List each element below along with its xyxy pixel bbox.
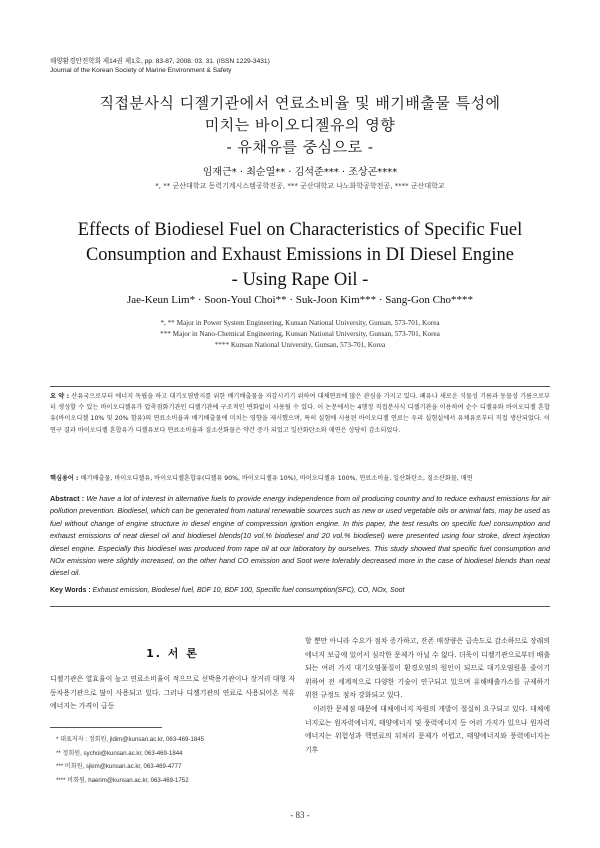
page-number: - 83 - [290,810,310,820]
title-korean-line1: 직접분사식 디젤기관에서 연료소비율 및 배기배출물 특성에 [99,94,501,112]
keywords-korean-text: 배기배출물, 바이오디젤유, 바이오디젤혼합유(디젤유 90%, 바이오디젤유 10%), 바이오디젤유 100%, 연료소비율, 일산화탄소, 질소산화물, 매연 [80,475,473,482]
keywords-english-text: Exhaust emission, Biodiesel fuel, BDF 10, BDF 100, Specific fuel consumption(SFC), CO, NOx, Soot [92,587,405,594]
footnote-3: *** 비회원, sjkim@kunsan.ac.kr, 063-469-4777 [56,763,182,771]
abstract-english-text: We have a lot of interest in alternative fuels to provide energy independence from oil producing country and to reduce exhaust emissions for air pollution prevention. Biodiesel, which can be generated from natural renewable sources such as new or used vegetable oils or animal fats, may be used as fuel without change of engine structure in diesel engine of compression ignition engine. In this paper, the test results on specific fuel consumption and exhaust emissions of neat diesel oil and biodiesel blends(10 vol.% biodiesel and 20 vol.% biodiesel) were presented using four stroke, direct injection diesel engine. Especially this biodiesel was produced from rape oil at our laboratory by ourselves. This study showed that specific fuel consumption and NOx emission were slightly increased, on the other hand CO emission and Soot were tolerably decreased more in the case of biodiesel blends than neat diesel oil. [50,494,550,578]
keywords-english-label: Key Words : [50,587,91,594]
abstract-korean-text: 산유국으로부터 에너지 독립을 하고 대기오염방지를 위한 배기배출물을 저감시키기 위하여 대체연료에 많은 관심을 가지고 있다. 폐유나 새로운 식물성 기름과 동물성 기름으로부터 생성할 수 있는 바이오디젤유가 압축점화기관인 디젤기관에 구조적인 변화없이 사용될 수 있다. 이 논문에서는 4행정 직접분사식 디젤기관을 이용하여 순수 디젤유와 바이오디젤 혼합유(바이오디젤 10% 및 20% 함유)의 연료소비율과 배기배출물에 미치는 영향을 제시했으며, 특히 실험에 사용된 바이오디젤 연료는 우리 실험실에서 유채유로부터 직접 생산되었다. 이 연구 결과 바이오디젤 혼합유가 디젤유보다 연료소비율과 질소산화물은 약간 증가 되었고 일산화탄소와 매연은 상당히 감소되었다. [50,393,550,434]
footnote-1: * 대표저자 : 정회원, jldim@kunsan.ac.kr, 063-469-1845 [56,736,204,743]
keywords-korean [50,473,550,482]
footnote-4: **** 비회원, haerim@kunsan.ac.kr, 063-469-1752 [56,776,189,784]
right-paragraph-2: 이러한 문제점 때문에 대체에너지 자원의 개발이 절실히 요구되고 있다. 대체에너지로는 원자력에너지, 태양에너지 및 풍력에너지 등 여러 가지가 있으나 원자력에너지는 위험성과 핵연료의 뒤처리 문제가 어렵고, 태양에너지와 풍력에너지는 기후 [305,704,550,754]
abstract-english-label: Abstract : [50,494,85,503]
title-korean-line2: 미치는 바이오디젤유의 영향 [204,116,396,134]
footnote-2: ** 정회원, sychoi@kunsan.ac.kr, 063-469-1844 [56,749,183,757]
footnote-rule [50,727,162,728]
abstract-korean [50,391,550,436]
title-english-line2: Consumption and Exhaust Emissions in DI Diesel Engine [85,245,515,265]
left-column [50,633,295,714]
journal-header-ko: 해양환경안전학회 제14권 제1호, pp. 83-87, 2008. 03. 31. (ISSN 1229-3431) [50,58,270,65]
affiliation-line2: *** Major in Nano-Chemical Engineering, Kunsan National University, Gunsan, 573-701, Korea [160,330,440,338]
right-paragraph-1: 할 뿐만 아니라 수요가 점차 증가하고, 잔존 매장량은 급속도로 감소하므로 장래의 에너지 보급에 있어서 심각한 문제가 아닐 수 없다. 더욱이 디젤기관으로부터 배출되는 여러 가지 대기오염물질이 환경오염의 원인이 되므로 대기오염원을 줄이기 위하여 전 세계적으로 다양한 기술이 연구되고 있으며 유해배출가스를 규제하기 위한 규정도 점차 강화되고 있다. [305,637,550,700]
journal-header [50,57,270,75]
affiliations-korean: *, ** 군산대학교 동력기계시스템공학전공, *** 군산대학교 나노화학공학전공, **** 군산대학교 [155,182,445,190]
divider-top [50,386,550,387]
affiliations-english [0,318,600,351]
title-english [0,218,600,293]
authors-english: Jae-Keun Lim* · Soon-Youl Choi** · Suk-Joon Kim*** · Sang-Gon Cho**** [127,294,473,306]
right-column [305,635,550,757]
intro-paragraph: 디젤기관은 열효율이 높고 연료소비율이 적으므로 선박용기관이나 장거리 대형 자동차용기관으로 많이 사용되고 있다. 그러나 디젤기관의 연료로 사용되어온 석유에너지는 가격이 급등 [50,675,295,711]
title-korean [0,92,600,158]
title-english-line3: - Using Rape Oil - [231,270,369,290]
authors-korean: 임재근* · 최순열** · 김석준*** · 조상곤**** [202,167,398,178]
affiliation-line1: *, ** Major in Power System Engineering, Kunsan National University, Gunsan, 573-701, Korea [160,319,440,327]
abstract-korean-label: 요 약 : [50,393,70,400]
journal-header-en: Journal of the Korean Society of Marine Environment & Safety [50,67,232,74]
abstract-english [50,493,550,580]
section-heading: 1. 서 론 [146,647,199,660]
footnotes [56,733,204,787]
divider-bottom [50,606,550,607]
title-english-line1: Effects of Biodiesel Fuel on Characteristics of Specific Fuel [77,220,523,240]
keywords-korean-label: 핵심용어 : [50,475,79,482]
title-korean-line3: - 유채유를 중심으로 - [226,138,374,156]
keywords-english [50,587,550,594]
affiliation-line3: **** Kunsan National University, Gunsan, 573-701, Korea [214,341,386,349]
